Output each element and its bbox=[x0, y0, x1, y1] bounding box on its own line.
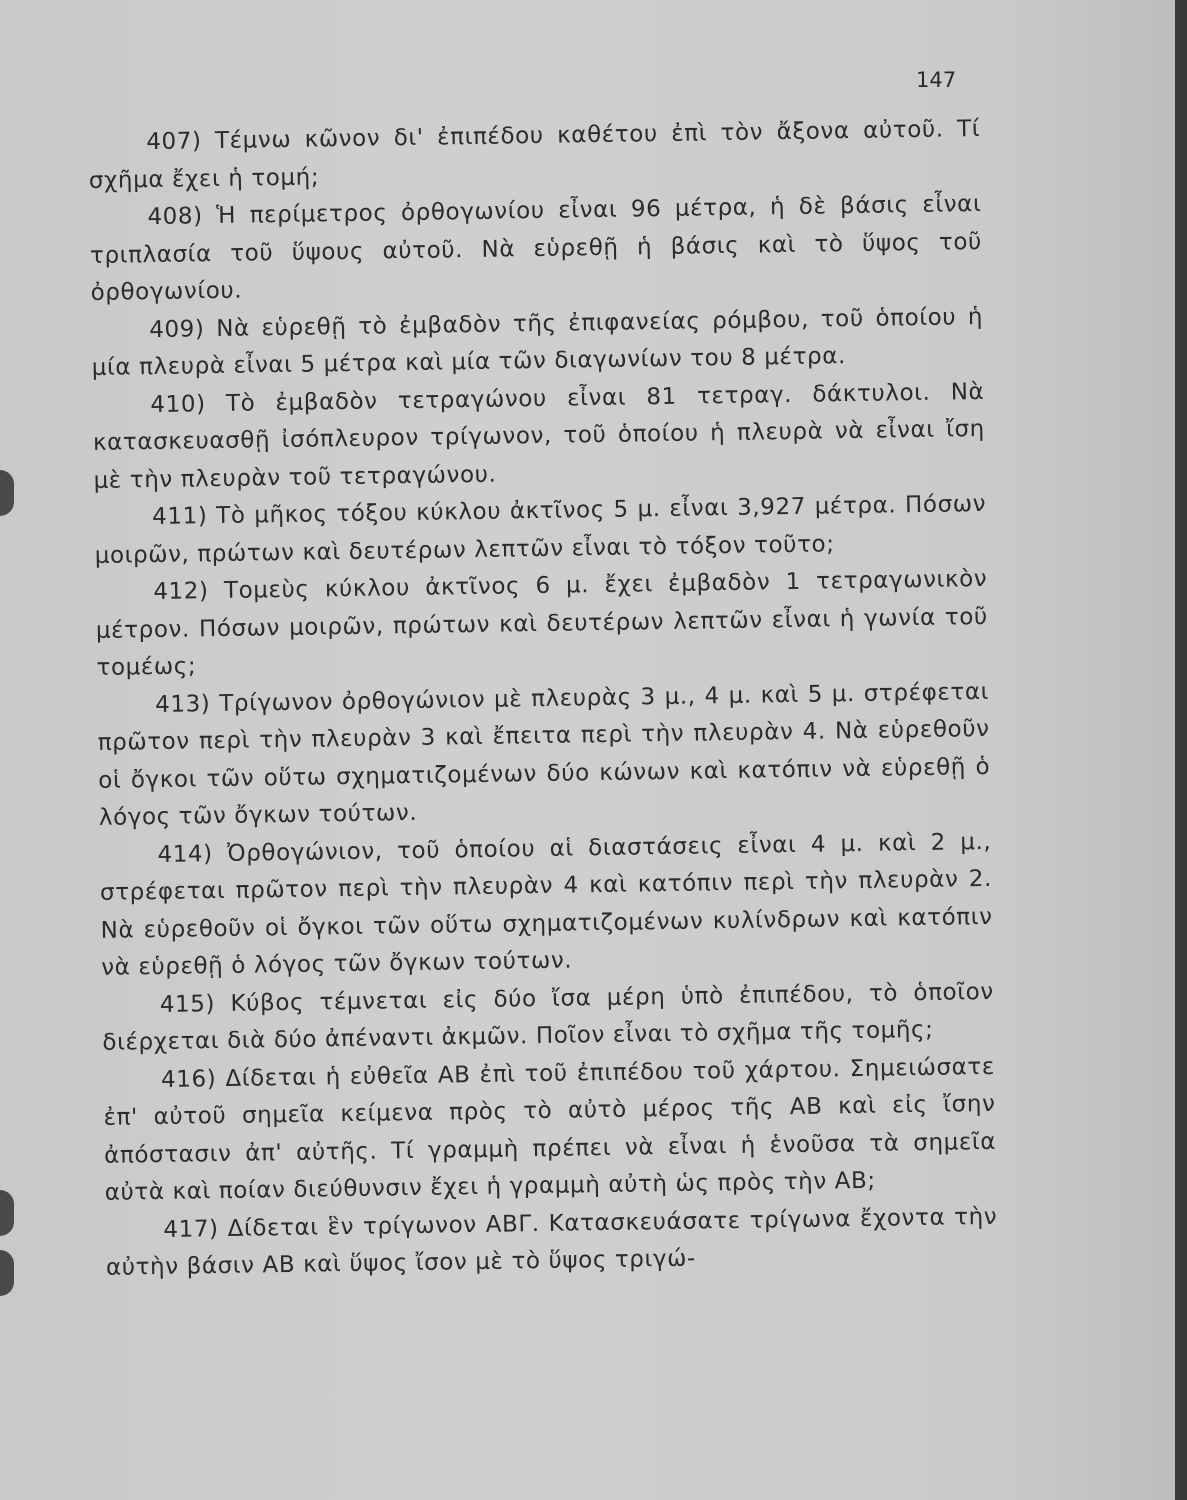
problem-number: 409) bbox=[149, 315, 205, 343]
problem-number: 410) bbox=[150, 390, 206, 418]
problem-number: 417) bbox=[163, 1215, 219, 1243]
problem-item bbox=[103, 1048, 997, 1212]
problem-text: Κύβος τέμνεται εἰς δύο ἴσα μέρη ὑπὸ ἐπιπέδου, τὸ ὁποῖον διέρχεται διὰ δύο ἀπέναντι ἀκμῶν. Ποῖον εἶναι τὸ σχῆμα τῆς τομῆς; bbox=[102, 978, 994, 1056]
problem-text: Τομεὺς κύκλου ἀκτῖνος 6 μ. ἔχει ἐμβαδὸν 1 τετραγωνικὸν μέτρον. Πόσων μοιρῶν, πρώτων καὶ δευτέρων λεπτῶν εἶναι ἡ γωνία τοῦ τομέως; bbox=[95, 565, 989, 681]
problem-item bbox=[105, 1198, 998, 1287]
problem-item bbox=[99, 823, 993, 987]
problem-number: 415) bbox=[159, 990, 216, 1018]
problem-number: 412) bbox=[153, 578, 209, 606]
problem-item bbox=[95, 561, 989, 687]
problem-number: 416) bbox=[160, 1065, 217, 1093]
problem-text: Τὸ ἐμβαδὸν τετραγώνου εἶναι 81 τετραγ. δάκτυλοι. Νὰ κατασκευασθῇ ἰσόπλευρον τρίγωνον, τοῦ ὁποίου ἡ πλευρὰ νὰ εἶναι ἴση μὲ τὴν πλευρὰν τοῦ τετραγώνου. bbox=[92, 378, 986, 494]
binding-hole bbox=[0, 1250, 14, 1296]
problem-text: Τὸ μῆκος τόξου κύκλου ἀκτῖνος 5 μ. εἶναι 3,927 μέτρα. Πόσων μοιρῶν, πρώτων καὶ δευτέρων λεπτῶν εἶναι τὸ τόξον τοῦτο; bbox=[94, 490, 987, 569]
problem-number: 408) bbox=[147, 203, 203, 231]
problem-item bbox=[88, 111, 981, 200]
problem-number: 414) bbox=[157, 840, 213, 868]
problem-item bbox=[102, 973, 995, 1062]
problem-item bbox=[92, 373, 986, 499]
problem-text: Τέμνω κῶνον δι' ἐπιπέδου καθέτου ἐπὶ τὸν ἄξονα αὐτοῦ. Τί σχῆμα ἔχει ἡ τομή; bbox=[88, 115, 981, 194]
problem-number: 411) bbox=[151, 503, 208, 531]
problem-item bbox=[89, 186, 983, 312]
problem-list bbox=[88, 111, 998, 1287]
problem-number: 413) bbox=[154, 690, 211, 718]
problem-text: Τρίγωνον ὀρθογώνιον μὲ πλευρὰς 3 μ., 4 μ. καὶ 5 μ. στρέφεται πρῶτον περὶ τὴν πλευρὰν 3 καὶ ἔπειτα περὶ τὴν πλευρὰν 4. Νὰ εὑρεθοῦν οἱ ὄγκοι τῶν οὕτω σχηματιζομένων δύο κώνων καὶ κατόπιν νὰ εὑρεθῇ ὁ λόγος τῶν ὄγκων τούτων. bbox=[97, 678, 991, 831]
binding-hole bbox=[0, 1190, 14, 1236]
problem-number: 407) bbox=[146, 128, 202, 156]
problem-text: Δίδεται ἓν τρίγωνον ΑΒΓ. Κατασκευάσατε τρίγωνα ἔχοντα τὴν αὐτὴν βάσιν ΑΒ καὶ ὕψος ἴσον μὲ τὸ ὕψος τριγώ- bbox=[105, 1203, 998, 1281]
problem-text: Ἡ περίμετρος ὀρθογωνίου εἶναι 96 μέτρα, ἡ δὲ βάσις εἶναι τριπλασία τοῦ ὕψους αὐτοῦ. Νὰ εὑρεθῇ ἡ βάσις καὶ τὸ ὕψος τοῦ ὀρθογωνίου. bbox=[89, 190, 983, 306]
page-number: 147 bbox=[916, 68, 957, 92]
problem-item bbox=[91, 298, 984, 387]
problem-item bbox=[97, 673, 991, 837]
problem-item bbox=[94, 486, 987, 575]
problem-text: Ὀρθογώνιον, τοῦ ὁποίου αἱ διαστάσεις εἶναι 4 μ. καὶ 2 μ., στρέφεται πρῶτον περὶ τὴν πλευρὰν 4 καὶ κατόπιν περὶ τὴν πλευρὰν 2. Νὰ εὑρεθοῦν οἱ ὄγκοι τῶν οὕτω σχηματιζομένων κυλίνδρων καὶ κατόπιν νὰ εὑρεθῇ ὁ λόγος τῶν ὄγκων τούτων. bbox=[99, 828, 993, 981]
problem-text: Δίδεται ἡ εὐθεῖα ΑΒ ἐπὶ τοῦ ἐπιπέδου τοῦ χάρτου. Σημειώσατε ἐπ' αὐτοῦ σημεῖα κείμενα πρὸς τὸ αὐτὸ μέρος τῆς ΑΒ καὶ εἰς ἴσην ἀπόστασιν ἀπ' αὐτῆς. Τί γραμμὴ πρέπει νὰ εἶναι ἡ ἑνοῦσα τὰ σημεῖα αὐτὰ καὶ ποίαν διεύθυνσιν ἔχει ἡ γραμμὴ αὐτὴ ὡς πρὸς τὴν ΑΒ; bbox=[103, 1053, 997, 1206]
binding-hole bbox=[0, 470, 14, 516]
problem-text: Νὰ εὑρεθῇ τὸ ἐμβαδὸν τῆς ἐπιφανείας ρόμβου, τοῦ ὁποίου ἡ μία πλευρὰ εἶναι 5 μέτρα καὶ μία τῶν διαγωνίων του 8 μέτρα. bbox=[91, 303, 984, 381]
